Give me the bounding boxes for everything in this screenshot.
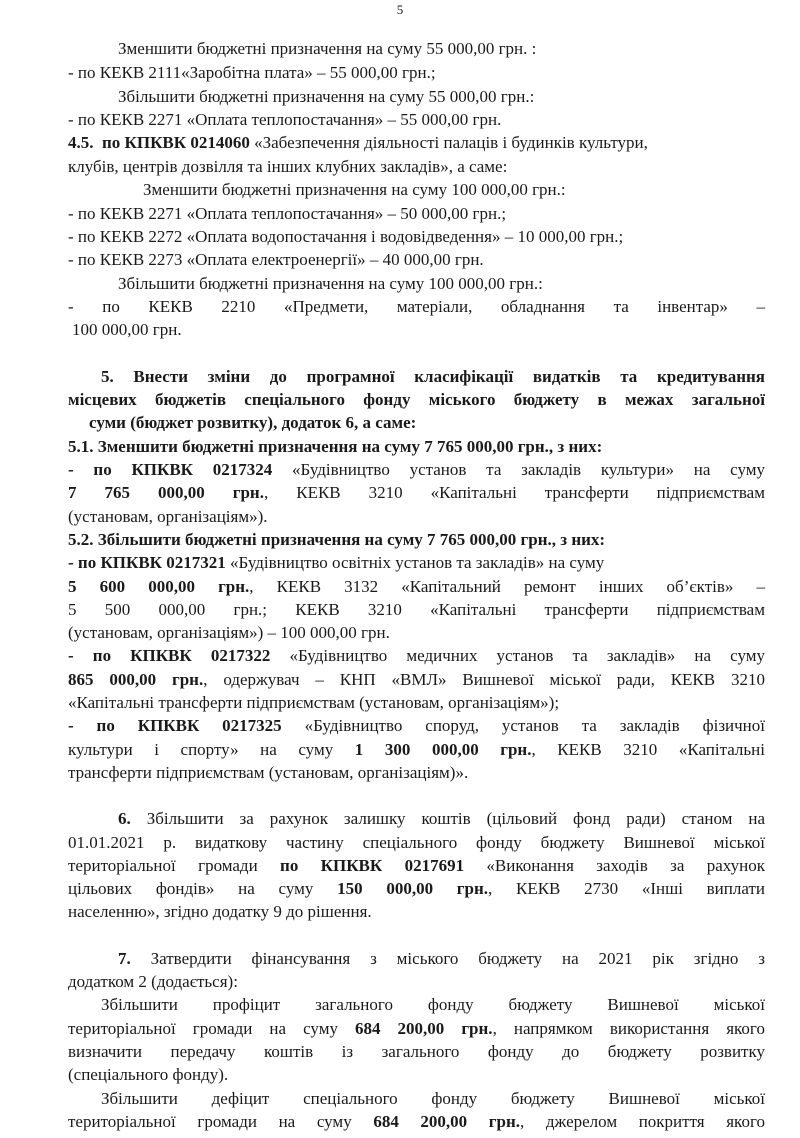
text-line: - по КЕКВ 2271 «Оплата теплопостачання» – 50 000,00 грн.; bbox=[68, 204, 507, 223]
text-line: - по КЕКВ 2271 «Оплата теплопостачання» – 55 000,00 грн. bbox=[68, 110, 502, 129]
text-line: Збільшити бюджетні призначення на суму 55 000,00 грн.: bbox=[118, 87, 535, 106]
section-heading-5: 5. Внести зміни до програмної класифікації видатків та кредитування bbox=[101, 367, 765, 386]
text-line: територіальної громади на суму 684 200,00 грн., напрямком використання якого bbox=[68, 1019, 765, 1038]
text-line: 5 500 000,00 грн.; КЕКВ 3210 «Капітальні трансферти підприємствам bbox=[68, 600, 765, 619]
text-line: - по КЕКВ 2273 «Оплата електроенергії» – 40 000,00 грн. bbox=[68, 250, 484, 269]
text-line: (установам, організаціям») – 100 000,00 грн. bbox=[68, 623, 390, 642]
text-line: 100 000,00 грн. bbox=[72, 320, 182, 339]
section-heading-5-1: 5.1. Зменшити бюджетні призначення на суму 7 765 000,00 грн., з них: bbox=[68, 437, 603, 456]
text-line: (установам, організаціям»). bbox=[68, 507, 268, 526]
text-line: Зменшити бюджетні призначення на суму 55 000,00 грн. : bbox=[118, 39, 537, 58]
text-line: Збільшити бюджетні призначення на суму 100 000,00 грн.: bbox=[118, 274, 543, 293]
section-heading-6: 6. Збільшити за рахунок залишку коштів (цільовий фонд ради) станом на bbox=[118, 809, 765, 828]
text-line: суми (бюджет розвитку), додаток 6, а саме: bbox=[89, 413, 417, 432]
text-line: визначити передачу коштів із загального фонду до бюджету розвитку bbox=[68, 1042, 765, 1061]
text-line: культури і спорту» на суму 1 300 000,00 грн., КЕКВ 3210 «Капітальні bbox=[68, 740, 765, 759]
section-heading-7: 7. Затвердити фінансування з міського бюджету на 2021 рік згідно з bbox=[118, 949, 765, 968]
text-line: клубів, центрів дозвілля та інших клубних закладів», а саме: bbox=[68, 157, 508, 176]
text-line: (спеціального фонду). bbox=[68, 1065, 229, 1084]
text-line: населенню», згідно додатку 9 до рішення. bbox=[68, 902, 372, 921]
text-line: додатком 2 (додається): bbox=[68, 972, 238, 991]
text-line: - по КЕКВ 2272 «Оплата водопостачання і водовідведення» – 10 000,00 грн.; bbox=[68, 227, 624, 246]
text-line: територіальної громади на суму 684 200,00 грн., джерелом покриття якого bbox=[68, 1112, 765, 1131]
text-line: 7 765 000,00 грн., КЕКВ 3210 «Капітальні трансферти підприємствам bbox=[68, 483, 765, 502]
text-line: - по КПКВК 0217324 «Будівництво установ та закладів культури» на суму bbox=[68, 460, 765, 479]
text-line: - по КПКВК 0217321 «Будівництво освітніх установ та закладів» на суму bbox=[68, 553, 605, 572]
text-line: цільових фондів» на суму 150 000,00 грн., КЕКВ 2730 «Інші виплати bbox=[68, 879, 765, 898]
text-line: 5 600 000,00 грн., КЕКВ 3132 «Капітальний ремонт інших об’єктів» – bbox=[68, 577, 765, 596]
text-line: - по КПКВК 0217325 «Будівництво споруд, установ та закладів фізичної bbox=[68, 716, 766, 735]
text-line: Збільшити профіцит загального фонду бюджету Вишневої міської bbox=[101, 995, 765, 1014]
text-line: 865 000,00 грн., одержувач – КНП «ВМЛ» Вишневої міської ради, КЕКВ 3210 bbox=[68, 670, 765, 689]
text-line: - по КПКВК 0217322 «Будівництво медичних установ та закладів» на суму bbox=[68, 646, 765, 665]
text-line: трансферти підприємствам (установам, організаціям)». bbox=[68, 763, 469, 782]
section-heading-5-2: 5.2. Збільшити бюджетні призначення на суму 7 765 000,00 грн., з них: bbox=[68, 530, 606, 549]
section-heading-4-5: 4.5. по КПКВК 0214060 «Забезпечення діяльності палаців і будинків культури, bbox=[68, 133, 648, 152]
text-line: місцевих бюджетів спеціального фонду міського бюджету в межах загальної bbox=[68, 390, 765, 409]
text-line: «Капітальні трансферти підприємствам (установам, організаціям»); bbox=[68, 693, 560, 712]
text-line: Збільшити дефіцит спеціального фонду бюджету Вишневої міської bbox=[101, 1089, 765, 1108]
text-line: - по КЕКВ 2210 «Предмети, матеріали, обладнання та інвентар» – bbox=[68, 297, 765, 316]
page-number: 5 bbox=[396, 2, 404, 17]
text-line: територіальної громади по КПКВК 0217691 «Виконання заходів за рахунок bbox=[68, 856, 765, 875]
text-line: Зменшити бюджетні призначення на суму 100 000,00 грн.: bbox=[143, 180, 566, 199]
text-line: - по КЕКВ 2111«Заробітна плата» – 55 000,00 грн.; bbox=[68, 63, 436, 82]
text-line: 01.01.2021 р. видаткову частину спеціального фонду бюджету Вишневої міської bbox=[68, 833, 765, 852]
